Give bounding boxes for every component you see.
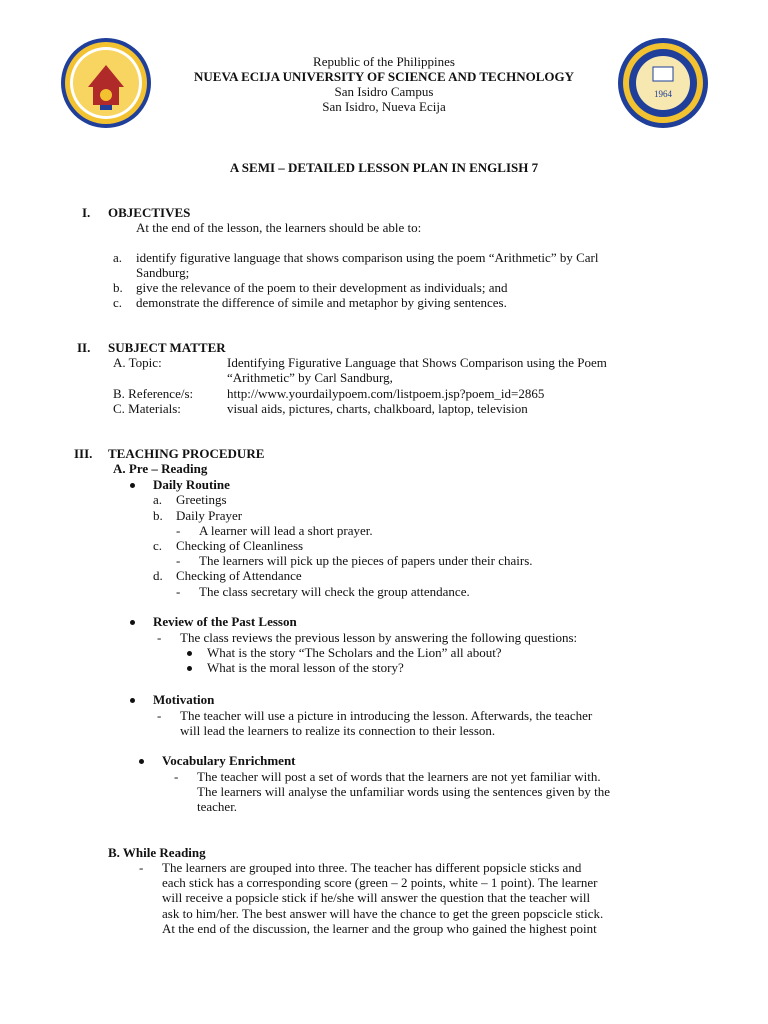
dash-marker: -	[176, 553, 181, 568]
dash-marker: -	[157, 630, 162, 645]
vocabulary-text-cont: The learners will analyse the unfamiliar words using the sentences given by the	[197, 784, 610, 799]
university-seal	[60, 37, 152, 129]
vocabulary-text: The teacher will post a set of words that the learners are not yet familiar with.	[197, 769, 601, 784]
objectives-intro: At the end of the lesson, the learners should be able to:	[136, 220, 422, 235]
objective-item-cont: Sandburg;	[136, 265, 190, 280]
section-number: I.	[82, 205, 91, 220]
while-reading-text: At the end of the discussion, the learner and the group who gained the highest point	[162, 921, 597, 936]
pre-reading-heading: A. Pre – Reading	[113, 461, 208, 476]
subject-value-cont: “Arithmetic” by Carl Sandburg,	[227, 370, 393, 385]
section-number: III.	[74, 446, 93, 461]
dash-marker: -	[174, 769, 179, 784]
college-of-education-seal	[617, 37, 709, 129]
bullet-icon	[130, 620, 135, 625]
bullet-icon	[139, 759, 144, 764]
bullet-icon	[130, 483, 135, 488]
bullet-icon	[187, 651, 192, 656]
motivation-heading: Motivation	[153, 692, 215, 707]
while-reading-text: ask to him/her. The best answer will have the chance to get the green popscicle stick.	[162, 906, 604, 921]
subject-value: http://www.yourdailypoem.com/listpoem.jsp?poem_id=2865	[227, 386, 545, 401]
list-letter: d.	[153, 568, 163, 583]
objective-item: demonstrate the difference of simile and metaphor by giving sentences.	[136, 295, 507, 310]
routine-item: Greetings	[176, 492, 227, 507]
list-letter: c.	[113, 295, 123, 310]
routine-detail: The learners will pick up the pieces of papers under their chairs.	[199, 553, 533, 568]
bullet-icon	[130, 698, 135, 703]
while-reading-text: will receive a popsicle stick if he/she will answer the question that the teacher will	[162, 890, 591, 905]
while-reading-text: The learners are grouped into three. The teacher has different popsicle sticks and	[162, 860, 582, 875]
routine-item: Checking of Cleanliness	[176, 538, 304, 553]
document-title: A SEMI – DETAILED LESSON PLAN IN ENGLISH 7	[229, 160, 539, 175]
daily-routine-heading: Daily Routine	[153, 477, 230, 492]
list-letter: a.	[153, 492, 163, 507]
routine-item: Daily Prayer	[176, 508, 243, 523]
routine-detail: The class secretary will check the group attendance.	[199, 584, 470, 599]
subject-value: Identifying Figurative Language that Shows Comparison using the Poem	[227, 355, 607, 370]
vocabulary-text-cont: teacher.	[197, 799, 238, 814]
list-letter: b.	[113, 280, 123, 295]
motivation-text: The teacher will use a picture in introducing the lesson. Afterwards, the teacher	[180, 708, 593, 723]
procedure-heading: TEACHING PROCEDURE	[108, 446, 265, 461]
review-text: The class reviews the previous lesson by answering the following questions:	[180, 630, 578, 645]
subject-value: visual aids, pictures, charts, chalkboard, laptop, television	[227, 401, 528, 416]
list-letter: a.	[113, 250, 123, 265]
objectives-heading: OBJECTIVES	[108, 205, 191, 220]
while-reading-heading: B. While Reading	[108, 845, 206, 860]
header-campus: San Isidro Campus	[334, 84, 434, 99]
dash-marker: -	[157, 708, 162, 723]
dash-marker: -	[176, 584, 181, 599]
header-university: NUEVA ECIJA UNIVERSITY OF SCIENCE AND TECHNOLOGY	[194, 69, 574, 84]
section-number: II.	[77, 340, 91, 355]
motivation-text-cont: will lead the learners to realize its connection to their lesson.	[180, 723, 496, 738]
review-question: What is the story “The Scholars and the Lion” all about?	[207, 645, 502, 660]
list-letter: c.	[153, 538, 163, 553]
subject-label: A. Topic:	[113, 355, 162, 370]
routine-item: Checking of Attendance	[176, 568, 302, 583]
list-letter: b.	[153, 508, 163, 523]
subject-label: B. Reference/s:	[113, 386, 194, 401]
review-heading: Review of the Past Lesson	[153, 614, 297, 629]
subject-label: C. Materials:	[113, 401, 181, 416]
header-republic: Republic of the Philippines	[313, 54, 455, 69]
header-address: San Isidro, Nueva Ecija	[322, 99, 446, 114]
while-reading-text: each stick has a corresponding score (green – 2 points, white – 1 point). The learner	[162, 875, 598, 890]
routine-detail: A learner will lead a short prayer.	[199, 523, 373, 538]
dash-marker: -	[139, 860, 144, 875]
review-question: What is the moral lesson of the story?	[207, 660, 404, 675]
seal-year-text: 1964	[654, 89, 672, 99]
bullet-icon	[187, 666, 192, 671]
vocabulary-heading: Vocabulary Enrichment	[162, 753, 296, 768]
dash-marker: -	[176, 523, 181, 538]
objective-item: identify figurative language that shows comparison using the poem “Arithmetic” by Carl	[136, 250, 599, 265]
subject-heading: SUBJECT MATTER	[108, 340, 226, 355]
objective-item: give the relevance of the poem to their development as individuals; and	[136, 280, 508, 295]
